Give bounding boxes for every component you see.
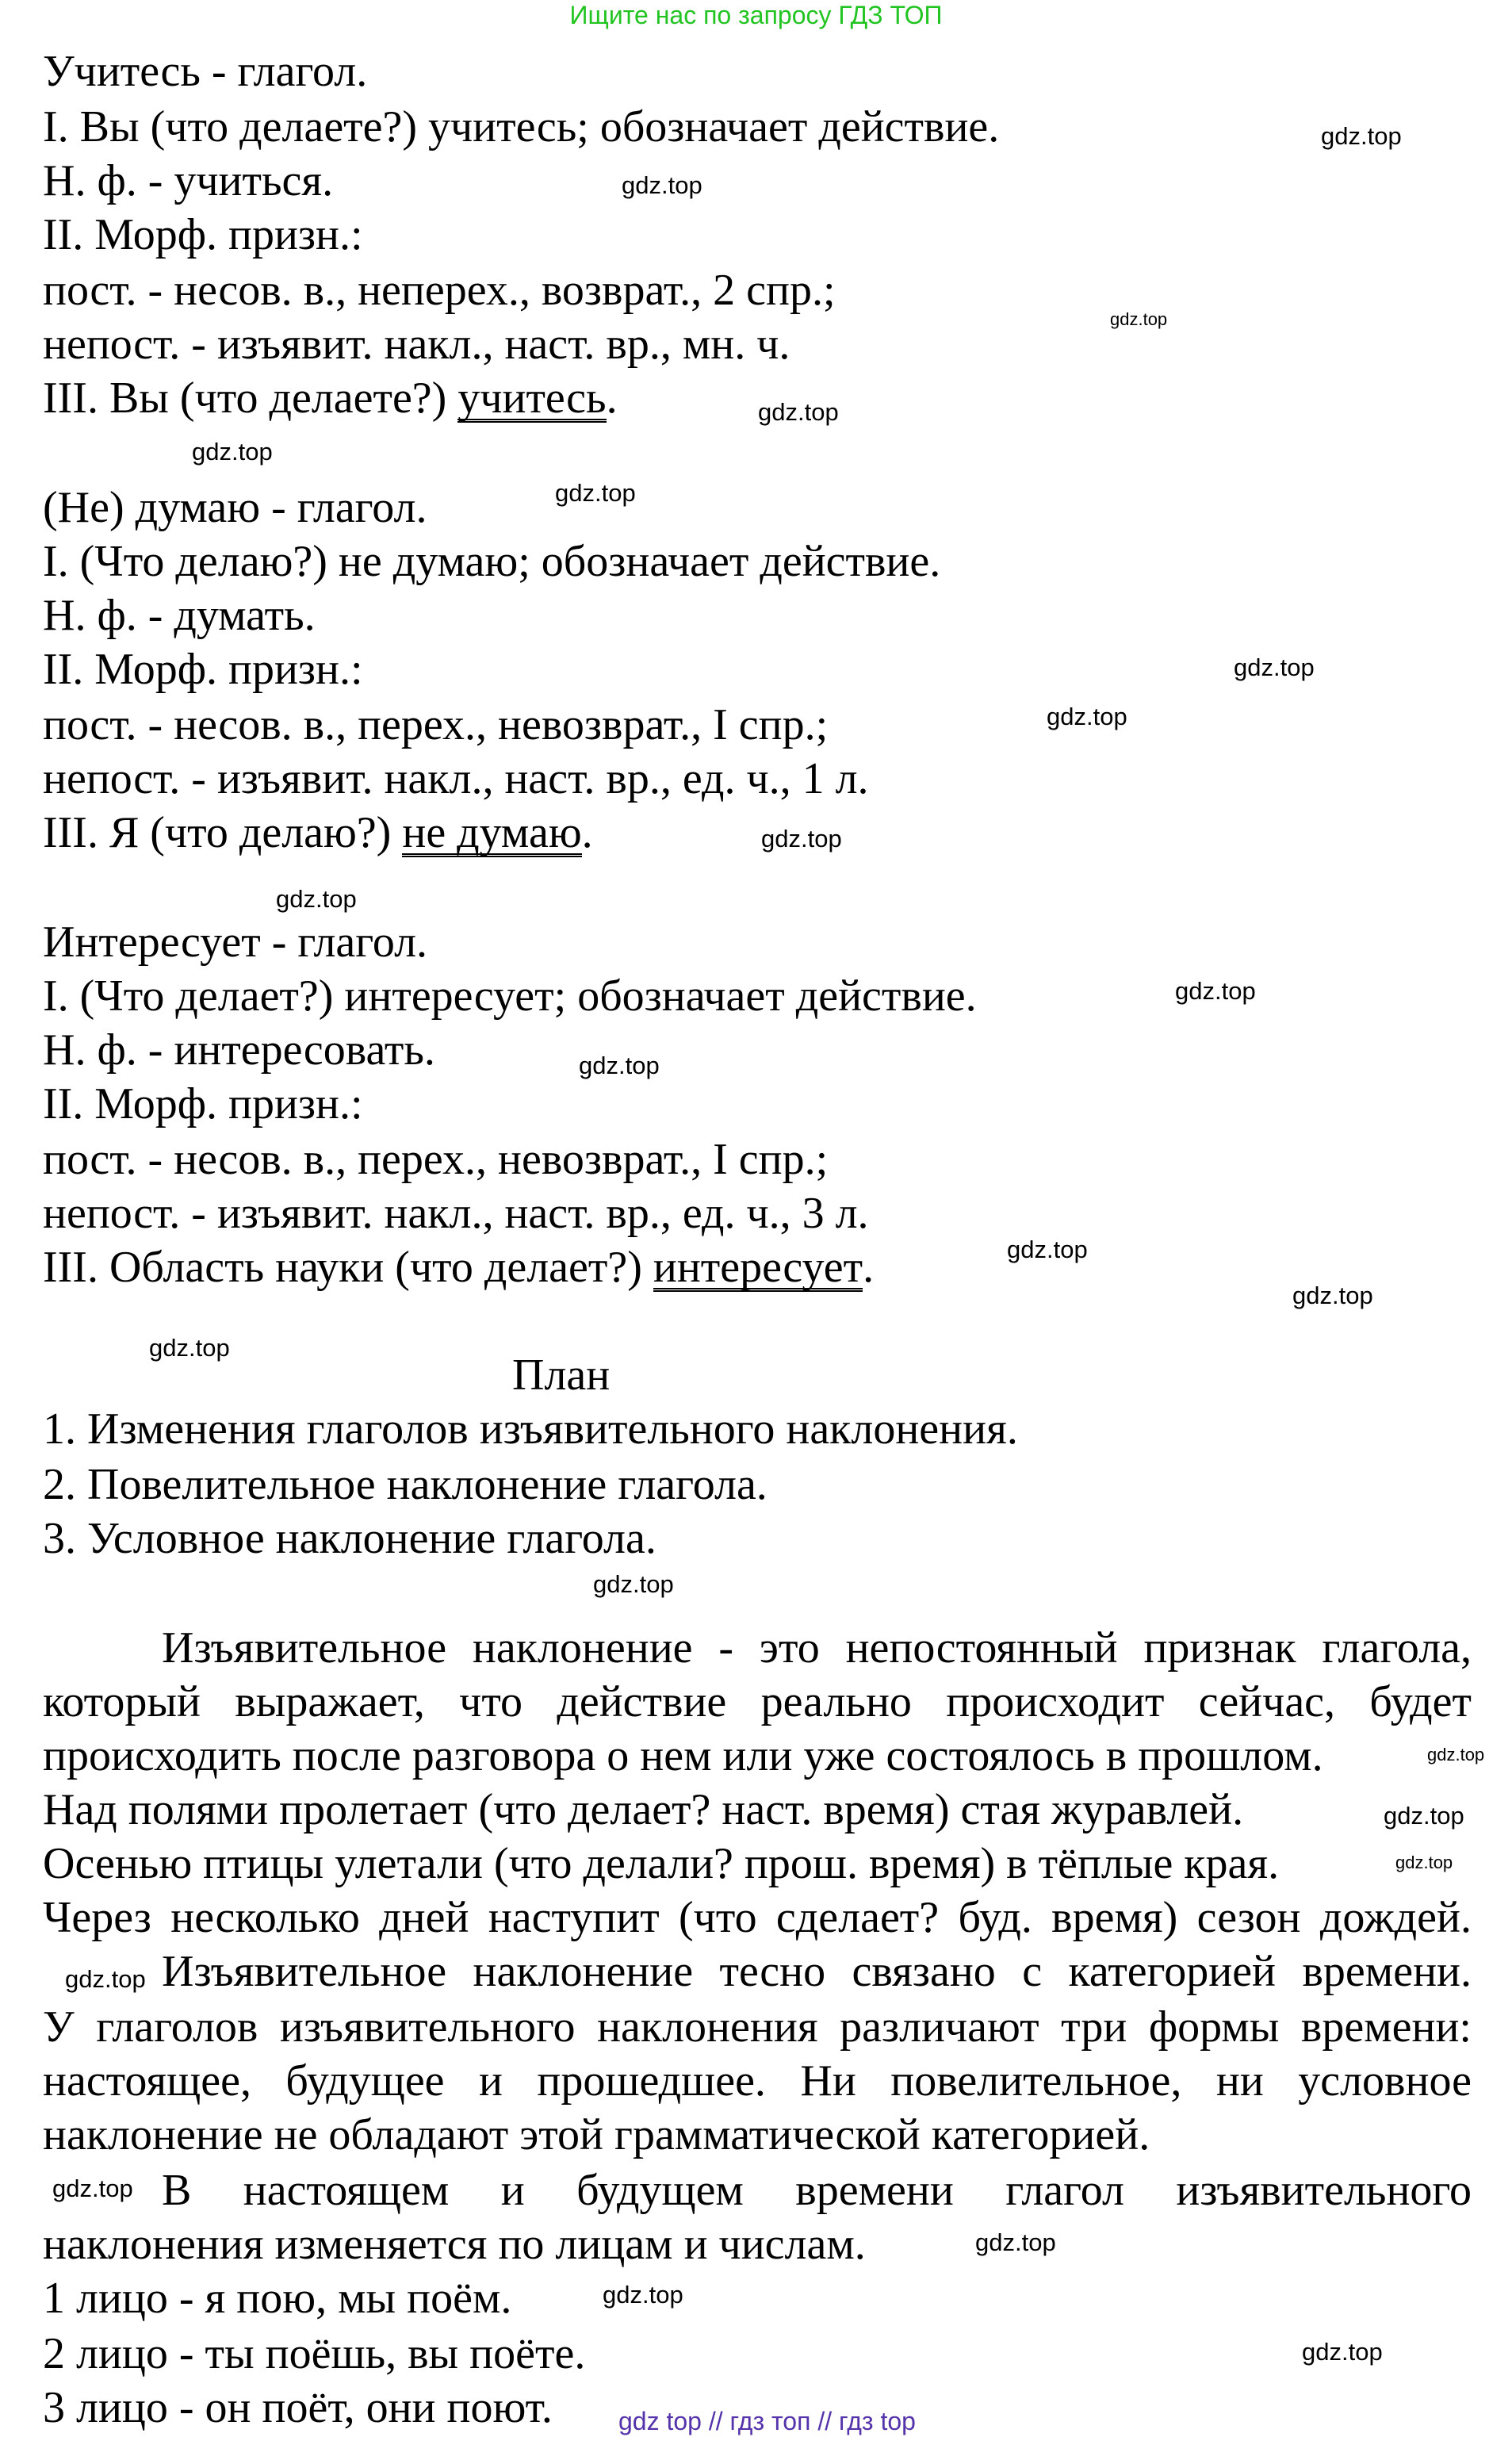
- watermark: gdz.top: [1427, 1745, 1485, 1765]
- search-hint-banner: Ищите нас по запросу ГДЗ ТОП: [569, 1, 943, 29]
- block2-line: II. Морф. призн.:: [43, 645, 363, 694]
- watermark: gdz.top: [603, 2281, 683, 2309]
- watermark: gdz.top: [65, 1965, 146, 1993]
- paragraph-line: В настоящем и будущем времени глагол изъявительного: [162, 2166, 1472, 2215]
- block3-line: Н. ф. - интересовать.: [43, 1025, 435, 1075]
- paragraph-line: Изъявительное наклонение тесно связано с категорией времени.: [162, 1947, 1472, 1996]
- paragraph-line: происходить после разговора о нем или уже состоялось в прошлом.: [43, 1731, 1323, 1780]
- paragraph-line: наклонение не обладают этой грамматической категорией.: [43, 2110, 1150, 2159]
- watermark: gdz.top: [149, 1334, 230, 1362]
- line-text: .: [606, 374, 618, 423]
- block3-line: Интересует - глагол.: [43, 918, 428, 967]
- watermark: gdz.top: [1302, 2338, 1383, 2366]
- paragraph-line: 2 лицо - ты поёшь, вы поёте.: [43, 2329, 586, 2378]
- paragraph-line: 1 лицо - я пою, мы поём.: [43, 2274, 512, 2323]
- block2-line: [43, 806, 593, 860]
- plan-title: План: [512, 1351, 611, 1400]
- paragraph-line: 3 лицо - он поёт, они поют.: [43, 2383, 553, 2432]
- watermark: gdz.top: [1292, 1282, 1373, 1309]
- plan-item: 2. Повелительное наклонение глагола.: [43, 1460, 767, 1509]
- plan-item: 1. Изменения глаголов изъявительного наклонения.: [43, 1404, 1018, 1454]
- paragraph-line: Через несколько дней наступит (что сделает? буд. время) сезон дождей.: [43, 1893, 1472, 1942]
- paragraph-line: У глаголов изъявительного наклонения различают три формы времени:: [43, 2002, 1472, 2052]
- watermark: gdz.top: [1047, 703, 1127, 730]
- block1-line: [43, 371, 618, 425]
- watermark: gdz.top: [761, 825, 842, 853]
- block3-line: пост. - несов. в., перех., невозврат., I спр.;: [43, 1135, 829, 1184]
- watermark: gdz.top: [1234, 653, 1315, 681]
- paragraph-line: Изъявительное наклонение - это непостоянный признак глагола,: [162, 1623, 1472, 1673]
- watermark: gdz.top: [1175, 977, 1256, 1005]
- block1-line: пост. - несов. в., неперех., возврат., 2 спр.;: [43, 266, 836, 315]
- line-text: III. Я (что делаю?): [43, 808, 403, 857]
- underlined-verb: учитесь: [457, 374, 607, 423]
- block3-line: непост. - изъявит. накл., наст. вр., ед. ч., 3 л.: [43, 1189, 869, 1238]
- block2-line: Н. ф. - думать.: [43, 591, 316, 640]
- block1-line: Н. ф. - учиться.: [43, 156, 334, 205]
- block3-line: II. Морф. призн.:: [43, 1079, 363, 1128]
- watermark: gdz.top: [52, 2175, 133, 2202]
- watermark: gdz.top: [276, 885, 357, 913]
- block2-line: I. (Что делаю?) не думаю; обозначает действие.: [43, 537, 941, 586]
- block2-line: (Не) думаю - глагол.: [43, 483, 427, 532]
- paragraph-line: который выражает, что действие реально происходит сейчас, будет: [43, 1677, 1472, 1726]
- line-text: .: [581, 808, 593, 857]
- paragraph-line: Над полями пролетает (что делает? наст. время) стая журавлей.: [43, 1785, 1244, 1834]
- paragraph-line: наклонения изменяется по лицам и числам.: [43, 2220, 866, 2269]
- line-text: III. Вы (что делаете?): [43, 374, 458, 423]
- watermark: gdz.top: [975, 2228, 1056, 2256]
- watermark: gdz.top: [1110, 309, 1168, 329]
- block3-line: I. (Что делает?) интересует; обозначает действие.: [43, 971, 977, 1021]
- watermark: gdz.top: [579, 1052, 660, 1079]
- underlined-verb: интересует: [653, 1243, 863, 1292]
- line-text: .: [863, 1243, 875, 1292]
- paragraph-line: Осенью птицы улетали (что делали? прош. время) в тёплые края.: [43, 1839, 1280, 1888]
- paragraph-line: настоящее, будущее и прошедшее. Ни повелительное, ни условное: [43, 2056, 1472, 2106]
- block2-line: непост. - изъявит. накл., наст. вр., ед. ч., 1 л.: [43, 754, 869, 803]
- plan-item: 3. Условное наклонение глагола.: [43, 1514, 656, 1563]
- watermark: gdz.top: [1007, 1236, 1088, 1263]
- block1-line: II. Морф. призн.:: [43, 210, 363, 259]
- watermark: gdz.top: [192, 438, 273, 466]
- line-text: III. Область науки (что делает?): [43, 1243, 653, 1292]
- underlined-verb: не думаю: [402, 808, 582, 857]
- block1-line: непост. - изъявит. накл., наст. вр., мн. ч.: [43, 320, 790, 369]
- block1-line: I. Вы (что делаете?) учитесь; обозначает действие.: [43, 102, 1000, 151]
- watermark: gdz.top: [758, 398, 839, 426]
- block2-line: пост. - несов. в., перех., невозврат., I спр.;: [43, 700, 829, 749]
- watermark: gdz.top: [1384, 1802, 1464, 1830]
- block3-line: [43, 1240, 874, 1294]
- watermark: gdz.top: [593, 1570, 674, 1598]
- watermark: gdz.top: [555, 479, 636, 507]
- watermark: gdz.top: [1395, 1853, 1453, 1872]
- block1-line: Учитесь - глагол.: [43, 47, 368, 96]
- footer-links[interactable]: gdz top // гдз топ // гдз top: [618, 2407, 916, 2435]
- watermark: gdz.top: [1321, 122, 1402, 150]
- watermark: gdz.top: [622, 171, 702, 199]
